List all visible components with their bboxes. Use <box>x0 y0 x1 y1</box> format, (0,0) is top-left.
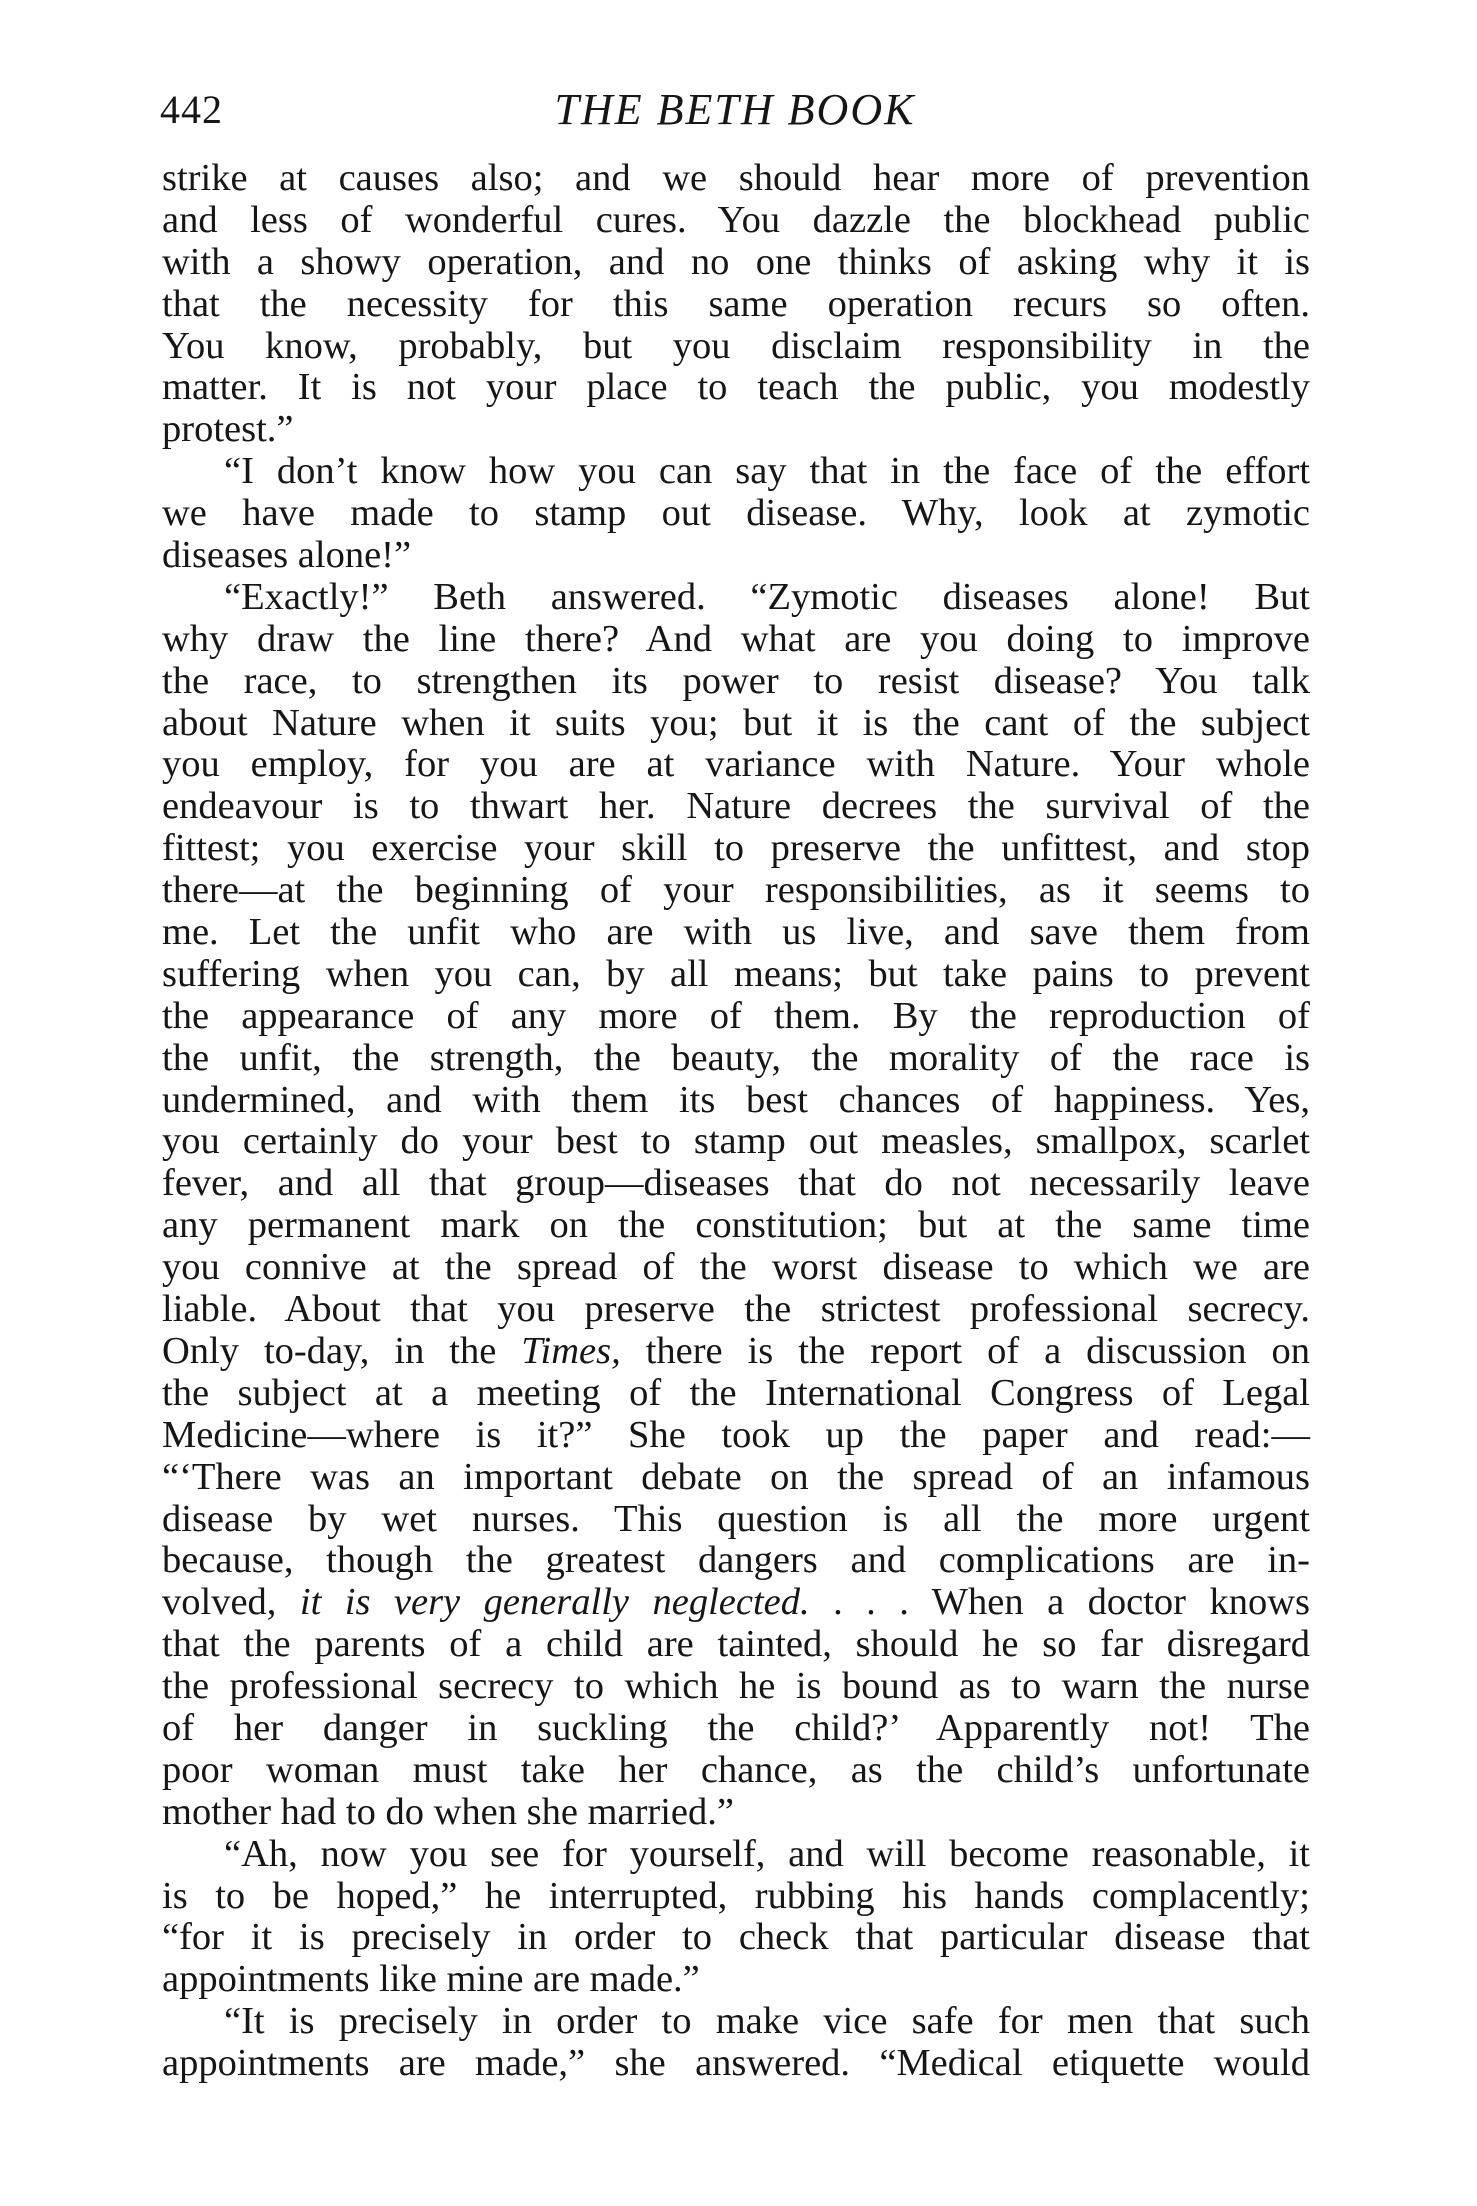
text-line: that the parents of a child are tainted, should he so far disregard <box>162 1623 1310 1666</box>
text-line: protest.” <box>162 408 294 451</box>
text-line: “Exactly!” Beth answered. “Zymotic diseases alone! But <box>224 575 1310 618</box>
text-line: about Nature when it suits you; but it is the cant of the subject <box>162 701 1310 744</box>
text-line: fittest; you exercise your skill to preserve the unfittest, and stop <box>162 827 1310 870</box>
text-line: the appearance of any more of them. By the reproduction of <box>162 994 1310 1037</box>
text-line: any permanent mark on the constitution; but at the same time <box>162 1204 1310 1247</box>
text-line: you employ, for you are at variance with Nature. Your whole <box>162 743 1310 786</box>
text-line: appointments like mine are made.” <box>162 1958 700 2001</box>
text-line: why draw the line there? And what are you doing to improve <box>162 617 1310 660</box>
text-line: “It is precisely in order to make vice safe for men that such <box>224 2000 1310 2043</box>
text-line: is to be hoped,” he interrupted, rubbing his hands complacently; <box>162 1874 1310 1917</box>
text-line: fever, and all that group—diseases that do not necessarily leave <box>162 1162 1310 1205</box>
text-run: Only to-day, in the <box>162 1329 522 1372</box>
page-number: 442 <box>160 87 223 132</box>
text-line: “for it is precisely in order to check that particular disease that <box>162 1916 1310 1959</box>
text-line: the subject at a meeting of the International Congress of Legal <box>162 1371 1310 1414</box>
text-line: there—at the beginning of your responsibilities, as it seems to <box>162 869 1310 912</box>
text-line <box>162 1582 1310 1624</box>
text-line: liable. About that you preserve the strictest professional secrecy. <box>162 1288 1310 1331</box>
text-line: diseases alone!” <box>162 534 412 577</box>
text-line: the race, to strengthen its power to resist disease? You talk <box>162 659 1310 702</box>
italic-text-run: Times, <box>521 1329 621 1372</box>
text-line: with a showy operation, and no one thinks of asking why it is <box>162 240 1310 283</box>
text-line: “Ah, now you see for yourself, and will become reasonable, it <box>224 1832 1310 1875</box>
text-line: disease by wet nurses. This question is all the more urgent <box>162 1497 1310 1540</box>
text-run: there is the report of a discussion on <box>620 1329 1311 1372</box>
text-line: you certainly do your best to stamp out measles, smallpox, scarlet <box>162 1120 1310 1163</box>
body-text <box>162 158 1310 2085</box>
text-line: me. Let the unfit who are with us live, and save them from <box>162 911 1310 954</box>
page-header <box>160 80 1310 140</box>
text-line: that the necessity for this same operation recurs so often. <box>162 282 1310 325</box>
text-line: because, though the greatest dangers and complications are in- <box>162 1539 1310 1582</box>
text-line: strike at causes also; and we should hear more of prevention <box>162 157 1310 199</box>
text-line: endeavour is to thwart her. Nature decrees the survival of the <box>162 785 1310 828</box>
italic-text-run: it is very generally neglected. <box>299 1581 810 1624</box>
text-line: poor woman must take her chance, as the child’s unfortunate <box>162 1748 1310 1791</box>
text-line: of her danger in suckling the child?’ Apparently not! The <box>162 1706 1310 1749</box>
text-line: matter. It is not your place to teach the public, you modestly <box>162 366 1310 409</box>
text-line: You know, probably, but you disclaim responsibility in the <box>162 324 1310 367</box>
text-line: suffering when you can, by all means; but take pains to prevent <box>162 952 1310 995</box>
text-line: “I don’t know how you can say that in the face of the effort <box>224 450 1310 493</box>
text-run: . . . When a doctor knows <box>809 1581 1310 1624</box>
text-run: volved, <box>162 1581 300 1624</box>
text-line: the professional secrecy to which he is bound as to warn the nurse <box>162 1665 1310 1708</box>
text-line: the unfit, the strength, the beauty, the morality of the race is <box>162 1036 1310 1079</box>
text-line: Medicine—where is it?” She took up the paper and read:— <box>162 1413 1310 1456</box>
text-line: mother had to do when she married.” <box>162 1790 734 1833</box>
text-line: appointments are made,” she answered. “Medical etiquette would <box>162 2042 1310 2085</box>
text-line: and less of wonderful cures. You dazzle the blockhead public <box>162 198 1310 241</box>
text-line: “‘There was an important debate on the spread of an infamous <box>162 1455 1310 1498</box>
text-line: you connive at the spread of the worst disease to which we are <box>162 1246 1310 1289</box>
text-line: undermined, and with them its best chances of happiness. Yes, <box>162 1078 1310 1121</box>
text-line: we have made to stamp out disease. Why, look at zymotic <box>162 492 1310 535</box>
running-title: THE BETH BOOK <box>554 85 916 134</box>
text-line <box>162 1331 1310 1373</box>
